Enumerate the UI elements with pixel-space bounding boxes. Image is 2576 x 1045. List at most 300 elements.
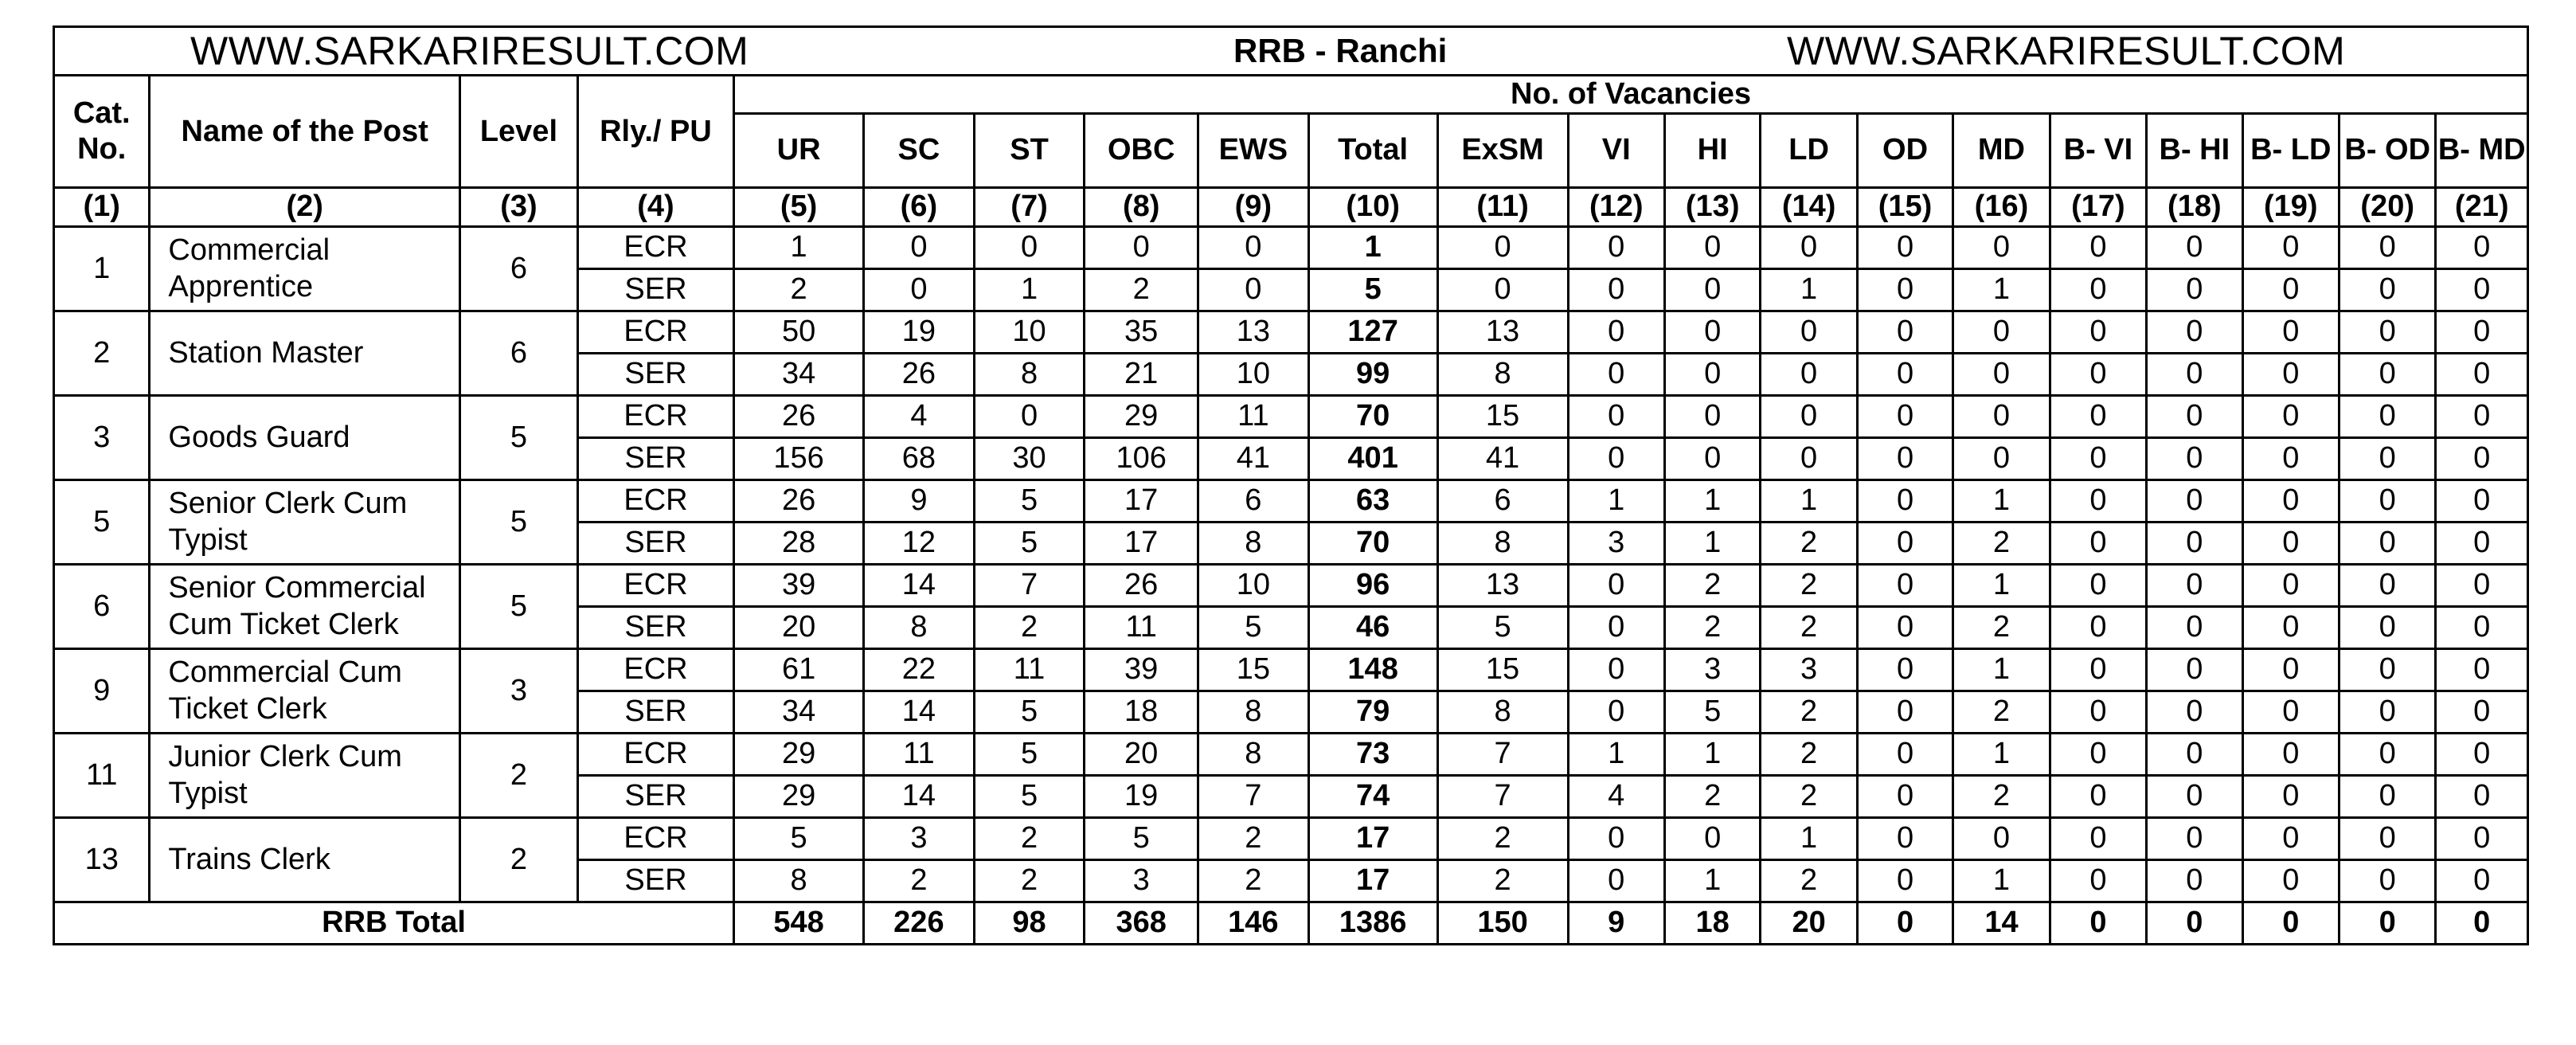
vacancy-cell: 0 <box>864 268 975 311</box>
level-cell: 6 <box>460 311 578 395</box>
column-number: (21) <box>2436 187 2528 226</box>
column-number: (4) <box>577 187 733 226</box>
vacancy-cell: 0 <box>1761 395 1857 437</box>
vacancy-cell: 0 <box>2339 564 2435 606</box>
vacancy-cell: 0 <box>2339 775 2435 817</box>
vacancy-cell: 0 <box>1568 226 1664 268</box>
vacancy-cell: 0 <box>2339 311 2435 353</box>
vacancy-cell: 6 <box>1198 479 1309 522</box>
vacancy-cell: 0 <box>974 395 1085 437</box>
vacancy-cell: 0 <box>1568 606 1664 648</box>
railway-cell: SER <box>577 606 733 648</box>
level-cell: 5 <box>460 564 578 648</box>
total-value-cell: 14 <box>1953 902 2050 944</box>
column-header: B- MD <box>2436 113 2528 187</box>
level-cell: 2 <box>460 817 578 902</box>
vacancy-cell: 1 <box>1761 479 1857 522</box>
vacancy-cell: 1 <box>974 268 1085 311</box>
vacancy-cell: 0 <box>1664 311 1760 353</box>
vacancy-cell: 34 <box>734 353 864 395</box>
vacancy-cell: 0 <box>2147 437 2242 479</box>
cat-no-cell: 11 <box>54 733 150 817</box>
vacancy-cell: 0 <box>2339 226 2435 268</box>
vacancy-cell: 11 <box>1085 606 1198 648</box>
vacancy-cell: 2 <box>1437 859 1568 902</box>
vacancy-cell: 0 <box>2242 859 2339 902</box>
vacancy-cell: 0 <box>1953 395 2050 437</box>
post-name-cell: Senior Commercial Cum Ticket Clerk <box>150 564 460 648</box>
vacancy-cell: 0 <box>2436 479 2528 522</box>
vacancy-cell: 0 <box>2339 437 2435 479</box>
vacancy-cell: 0 <box>1857 817 1953 859</box>
vacancy-cell: 8 <box>1437 353 1568 395</box>
column-number: (6) <box>864 187 975 226</box>
vacancy-cell: 0 <box>1857 311 1953 353</box>
vacancy-cell: 0 <box>1761 226 1857 268</box>
railway-cell: ECR <box>577 733 733 775</box>
vacancy-cell: 17 <box>1085 479 1198 522</box>
vacancy-cell: 0 <box>2147 606 2242 648</box>
cat-no-cell: 3 <box>54 395 150 479</box>
column-header: B- HI <box>2147 113 2242 187</box>
vacancy-cell: 13 <box>1437 564 1568 606</box>
vacancy-cell: 0 <box>2242 522 2339 564</box>
vacancy-cell: 0 <box>2436 268 2528 311</box>
total-value-cell: 368 <box>1085 902 1198 944</box>
column-number: (19) <box>2242 187 2339 226</box>
vacancy-cell: 13 <box>1437 311 1568 353</box>
total-cell: 99 <box>1308 353 1437 395</box>
vacancy-cell: 14 <box>864 775 975 817</box>
vacancy-cell: 156 <box>734 437 864 479</box>
railway-cell: SER <box>577 859 733 902</box>
header-level: Level <box>460 76 578 188</box>
total-value-cell: 0 <box>1857 902 1953 944</box>
vacancy-cell: 10 <box>1198 353 1309 395</box>
vacancy-cell: 26 <box>864 353 975 395</box>
total-value-cell: 0 <box>2339 902 2435 944</box>
column-header: B- VI <box>2050 113 2146 187</box>
vacancy-cell: 15 <box>1198 648 1309 691</box>
vacancy-cell: 11 <box>864 733 975 775</box>
vacancy-cell: 0 <box>1664 226 1760 268</box>
vacancy-cell: 1 <box>1953 268 2050 311</box>
column-number: (12) <box>1568 187 1664 226</box>
table-row <box>54 311 2528 353</box>
vacancy-cell: 15 <box>1437 395 1568 437</box>
cat-no-cell: 13 <box>54 817 150 902</box>
vacancy-cell: 0 <box>2050 648 2146 691</box>
vacancy-cell: 0 <box>2147 353 2242 395</box>
vacancy-cell: 0 <box>2339 522 2435 564</box>
vacancy-cell: 21 <box>1085 353 1198 395</box>
vacancy-cell: 0 <box>1761 353 1857 395</box>
vacancy-cell: 8 <box>974 353 1085 395</box>
column-header: OD <box>1857 113 1953 187</box>
vacancy-cell: 0 <box>2436 226 2528 268</box>
total-cell: 5 <box>1308 268 1437 311</box>
railway-cell: ECR <box>577 817 733 859</box>
vacancy-cell: 2 <box>1664 775 1760 817</box>
vacancy-cell: 50 <box>734 311 864 353</box>
vacancy-cell: 68 <box>864 437 975 479</box>
vacancy-cell: 0 <box>1568 648 1664 691</box>
vacancy-cell: 2 <box>1761 691 1857 733</box>
vacancy-cell: 0 <box>1953 353 2050 395</box>
vacancy-cell: 1 <box>734 226 864 268</box>
table-row <box>54 226 2528 268</box>
post-name-cell: Commercial Apprentice <box>150 226 460 311</box>
column-number: (15) <box>1857 187 1953 226</box>
vacancy-cell: 0 <box>2147 522 2242 564</box>
vacancy-cell: 0 <box>2339 479 2435 522</box>
vacancy-cell: 34 <box>734 691 864 733</box>
vacancy-cell: 1 <box>1761 268 1857 311</box>
level-cell: 3 <box>460 648 578 733</box>
vacancy-cell: 0 <box>2242 733 2339 775</box>
vacancy-cell: 2 <box>1953 775 2050 817</box>
vacancy-cell: 12 <box>864 522 975 564</box>
vacancy-cell: 0 <box>864 226 975 268</box>
header-rly-pu: Rly./ PU <box>577 76 733 188</box>
column-number: (20) <box>2339 187 2435 226</box>
railway-cell: ECR <box>577 479 733 522</box>
total-value-cell: 0 <box>2242 902 2339 944</box>
total-value-cell: 9 <box>1568 902 1664 944</box>
vacancy-cell: 18 <box>1085 691 1198 733</box>
vacancy-cell: 2 <box>1085 268 1198 311</box>
vacancy-cell: 0 <box>2050 395 2146 437</box>
vacancy-cell: 2 <box>1664 564 1760 606</box>
vacancy-cell: 7 <box>1437 775 1568 817</box>
vacancy-cell: 17 <box>1085 522 1198 564</box>
vacancy-cell: 2 <box>974 606 1085 648</box>
total-cell: 1 <box>1308 226 1437 268</box>
vacancy-cell: 0 <box>1857 522 1953 564</box>
vacancy-cell: 0 <box>2147 395 2242 437</box>
cat-no-cell: 2 <box>54 311 150 395</box>
vacancy-cell: 0 <box>1664 817 1760 859</box>
vacancy-cell: 0 <box>2436 395 2528 437</box>
vacancy-cell: 1 <box>1953 479 2050 522</box>
vacancy-cell: 0 <box>2147 648 2242 691</box>
vacancy-cell: 0 <box>2242 606 2339 648</box>
vacancy-cell: 1 <box>1664 859 1760 902</box>
vacancy-cell: 0 <box>1857 564 1953 606</box>
vacancy-cell: 2 <box>1761 859 1857 902</box>
total-value-cell: 0 <box>2436 902 2528 944</box>
vacancy-cell: 0 <box>2050 733 2146 775</box>
cat-no-cell: 1 <box>54 226 150 311</box>
vacancy-cell: 8 <box>864 606 975 648</box>
level-cell: 5 <box>460 479 578 564</box>
vacancy-cell: 0 <box>2242 353 2339 395</box>
total-cell: 96 <box>1308 564 1437 606</box>
railway-cell: SER <box>577 775 733 817</box>
vacancy-cell: 0 <box>1437 226 1568 268</box>
vacancy-cell: 0 <box>2339 268 2435 311</box>
vacancy-cell: 0 <box>1664 395 1760 437</box>
vacancy-cell: 0 <box>1568 691 1664 733</box>
table-row <box>54 395 2528 437</box>
vacancy-cell: 0 <box>1568 859 1664 902</box>
railway-cell: SER <box>577 691 733 733</box>
vacancy-cell: 2 <box>1953 522 2050 564</box>
column-number: (3) <box>460 187 578 226</box>
vacancy-cell: 5 <box>734 817 864 859</box>
vacancy-cell: 0 <box>1953 817 2050 859</box>
post-name-cell: Station Master <box>150 311 460 395</box>
header-vacancies: No. of Vacancies <box>734 76 2528 114</box>
vacancy-cell: 2 <box>864 859 975 902</box>
vacancy-cell: 1 <box>1568 479 1664 522</box>
vacancy-cell: 0 <box>1761 311 1857 353</box>
vacancy-cell: 0 <box>1568 437 1664 479</box>
vacancy-cell: 14 <box>864 691 975 733</box>
vacancy-cell: 13 <box>1198 311 1309 353</box>
total-cell: 148 <box>1308 648 1437 691</box>
vacancy-cell: 0 <box>2050 564 2146 606</box>
column-number: (11) <box>1437 187 1568 226</box>
vacancy-cell: 0 <box>974 226 1085 268</box>
vacancy-cell: 0 <box>1857 268 1953 311</box>
total-label: RRB Total <box>54 902 734 944</box>
vacancy-cell: 1 <box>1953 859 2050 902</box>
vacancy-cell: 0 <box>2050 226 2146 268</box>
vacancy-cell: 0 <box>1568 353 1664 395</box>
vacancy-cell: 1 <box>1568 733 1664 775</box>
vacancy-cell: 5 <box>1437 606 1568 648</box>
vacancy-cell: 0 <box>2147 268 2242 311</box>
vacancy-cell: 0 <box>2339 817 2435 859</box>
vacancy-cell: 1 <box>1664 733 1760 775</box>
vacancy-cell: 0 <box>2147 733 2242 775</box>
vacancy-cell: 8 <box>1198 733 1309 775</box>
vacancy-cell: 2 <box>974 817 1085 859</box>
vacancy-cell: 0 <box>2050 775 2146 817</box>
vacancy-cell: 0 <box>2147 691 2242 733</box>
level-cell: 5 <box>460 395 578 479</box>
vacancy-cell: 0 <box>2242 648 2339 691</box>
vacancy-cell: 5 <box>1085 817 1198 859</box>
cat-no-cell: 5 <box>54 479 150 564</box>
vacancy-cell: 11 <box>974 648 1085 691</box>
vacancy-cell: 0 <box>1857 775 1953 817</box>
vacancy-cell: 0 <box>2050 311 2146 353</box>
vacancy-cell: 1 <box>1953 648 2050 691</box>
level-cell: 2 <box>460 733 578 817</box>
vacancy-cell: 4 <box>1568 775 1664 817</box>
vacancy-cell: 0 <box>2339 648 2435 691</box>
vacancy-cell: 0 <box>1953 311 2050 353</box>
vacancy-cell: 11 <box>1198 395 1309 437</box>
vacancy-cell: 0 <box>1568 311 1664 353</box>
vacancy-cell: 5 <box>974 479 1085 522</box>
vacancy-cell: 0 <box>2436 648 2528 691</box>
total-value-cell: 0 <box>2050 902 2146 944</box>
column-header: EWS <box>1198 113 1309 187</box>
vacancy-cell: 1 <box>1953 733 2050 775</box>
vacancy-cell: 5 <box>974 775 1085 817</box>
total-cell: 74 <box>1308 775 1437 817</box>
vacancy-cell: 0 <box>1437 268 1568 311</box>
vacancy-cell: 0 <box>1857 226 1953 268</box>
cat-no-cell: 9 <box>54 648 150 733</box>
cat-no-cell: 6 <box>54 564 150 648</box>
vacancy-cell: 20 <box>1085 733 1198 775</box>
column-header: VI <box>1568 113 1664 187</box>
vacancy-cell: 0 <box>1568 268 1664 311</box>
vacancy-cell: 39 <box>1085 648 1198 691</box>
vacancy-cell: 10 <box>974 311 1085 353</box>
vacancy-cell: 0 <box>2436 775 2528 817</box>
column-number-row <box>54 187 2528 226</box>
total-value-cell: 146 <box>1198 902 1309 944</box>
vacancy-cell: 0 <box>2147 859 2242 902</box>
railway-cell: SER <box>577 437 733 479</box>
vacancy-cell: 0 <box>1857 733 1953 775</box>
column-number: (10) <box>1308 187 1437 226</box>
vacancy-cell: 0 <box>2436 691 2528 733</box>
vacancy-cell: 0 <box>2436 564 2528 606</box>
total-value-cell: 548 <box>734 902 864 944</box>
vacancy-cell: 2 <box>1953 606 2050 648</box>
vacancy-cell: 2 <box>1437 817 1568 859</box>
column-header: OBC <box>1085 113 1198 187</box>
table-body <box>54 226 2528 944</box>
vacancy-cell: 0 <box>2436 817 2528 859</box>
vacancy-cell: 26 <box>734 479 864 522</box>
vacancy-cell: 29 <box>1085 395 1198 437</box>
vacancy-cell: 0 <box>2436 859 2528 902</box>
post-name-cell: Trains Clerk <box>150 817 460 902</box>
total-cell: 73 <box>1308 733 1437 775</box>
vacancy-cell: 5 <box>1664 691 1760 733</box>
column-number: (14) <box>1761 187 1857 226</box>
vacancy-cell: 1 <box>1953 564 2050 606</box>
total-cell: 70 <box>1308 522 1437 564</box>
railway-cell: SER <box>577 268 733 311</box>
total-cell: 79 <box>1308 691 1437 733</box>
vacancy-cell: 0 <box>1953 226 2050 268</box>
vacancy-cell: 0 <box>1857 859 1953 902</box>
vacancy-cell: 0 <box>2242 395 2339 437</box>
vacancy-cell: 41 <box>1198 437 1309 479</box>
vacancy-cell: 26 <box>734 395 864 437</box>
vacancy-cell: 29 <box>734 733 864 775</box>
column-header: SC <box>864 113 975 187</box>
site-watermark-left: WWW.SARKARIRESULT.COM <box>190 29 749 73</box>
column-number: (16) <box>1953 187 2050 226</box>
vacancy-cell: 0 <box>2147 564 2242 606</box>
table-row <box>54 648 2528 691</box>
vacancy-cell: 0 <box>2050 268 2146 311</box>
vacancy-cell: 0 <box>2339 733 2435 775</box>
vacancy-cell: 0 <box>2242 479 2339 522</box>
table-row <box>54 479 2528 522</box>
total-cell: 17 <box>1308 859 1437 902</box>
vacancy-cell: 0 <box>2050 437 2146 479</box>
vacancy-cell: 8 <box>1198 691 1309 733</box>
vacancy-cell: 0 <box>2050 817 2146 859</box>
title-bar <box>54 27 2528 76</box>
vacancy-cell: 8 <box>1437 522 1568 564</box>
total-cell: 70 <box>1308 395 1437 437</box>
vacancy-cell: 2 <box>1953 691 2050 733</box>
vacancy-cell: 3 <box>1761 648 1857 691</box>
vacancy-cell: 0 <box>2436 606 2528 648</box>
vacancy-cell: 0 <box>2242 564 2339 606</box>
vacancy-cell: 0 <box>2147 479 2242 522</box>
header-cat-no: Cat. No. <box>54 76 150 188</box>
vacancy-cell: 2 <box>974 859 1085 902</box>
board-title: RRB - Ranchi <box>1233 32 1448 69</box>
vacancy-cell: 0 <box>2050 522 2146 564</box>
vacancy-cell: 0 <box>1857 395 1953 437</box>
table-row <box>54 733 2528 775</box>
railway-cell: ECR <box>577 395 733 437</box>
total-value-cell: 98 <box>974 902 1085 944</box>
total-value-cell: 226 <box>864 902 975 944</box>
table-row <box>54 817 2528 859</box>
vacancy-cell: 0 <box>2436 733 2528 775</box>
vacancy-cell: 5 <box>974 691 1085 733</box>
vacancy-cell: 7 <box>1437 733 1568 775</box>
column-number: (9) <box>1198 187 1309 226</box>
vacancy-cell: 2 <box>1761 564 1857 606</box>
vacancy-cell: 0 <box>1664 353 1760 395</box>
vacancy-cell: 0 <box>2242 437 2339 479</box>
vacancy-cell: 0 <box>2339 606 2435 648</box>
vacancy-cell: 2 <box>1761 606 1857 648</box>
vacancy-cell: 19 <box>864 311 975 353</box>
vacancy-cell: 1 <box>1664 479 1760 522</box>
vacancy-cell: 0 <box>2242 311 2339 353</box>
vacancy-cell: 0 <box>2147 226 2242 268</box>
vacancy-cell: 0 <box>2339 859 2435 902</box>
railway-cell: SER <box>577 353 733 395</box>
vacancy-cell: 0 <box>2436 522 2528 564</box>
vacancy-cell: 0 <box>1953 437 2050 479</box>
vacancy-cell: 22 <box>864 648 975 691</box>
vacancy-cell: 30 <box>974 437 1085 479</box>
railway-cell: SER <box>577 522 733 564</box>
vacancy-cell: 0 <box>1857 353 1953 395</box>
vacancy-cell: 0 <box>1664 437 1760 479</box>
vacancy-cell: 5 <box>1198 606 1309 648</box>
header-post-name: Name of the Post <box>150 76 460 188</box>
vacancy-cell: 4 <box>864 395 975 437</box>
vacancy-cell: 2 <box>1664 606 1760 648</box>
column-number: (5) <box>734 187 864 226</box>
column-number: (18) <box>2147 187 2242 226</box>
post-name-cell: Goods Guard <box>150 395 460 479</box>
table-row <box>54 564 2528 606</box>
column-header: UR <box>734 113 864 187</box>
column-header: MD <box>1953 113 2050 187</box>
total-value-cell: 0 <box>2147 902 2242 944</box>
vacancy-cell: 0 <box>1761 437 1857 479</box>
vacancy-cell: 10 <box>1198 564 1309 606</box>
vacancy-cell: 0 <box>2242 775 2339 817</box>
vacancy-cell: 0 <box>2147 817 2242 859</box>
column-header: ExSM <box>1437 113 1568 187</box>
railway-cell: ECR <box>577 311 733 353</box>
post-name-cell: Commercial Cum Ticket Clerk <box>150 648 460 733</box>
vacancy-cell: 7 <box>1198 775 1309 817</box>
total-value-cell: 150 <box>1437 902 1568 944</box>
vacancy-cell: 3 <box>1664 648 1760 691</box>
